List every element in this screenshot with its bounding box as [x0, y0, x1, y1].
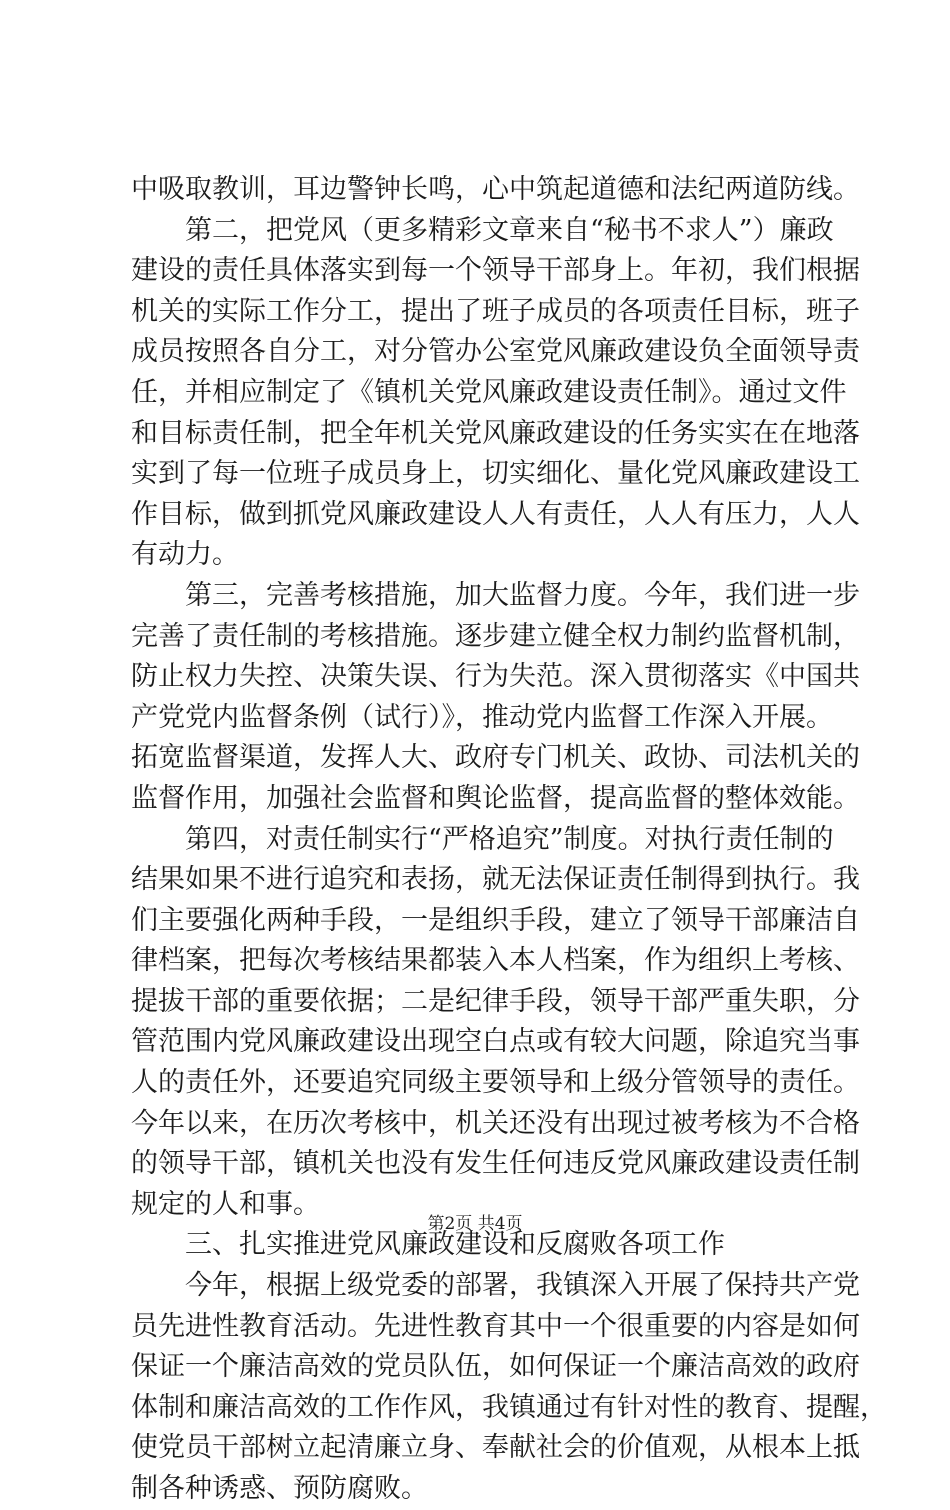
text-line: 防止权力失控、决策失误、行为失范。深入贯彻落实《中国共 [131, 661, 860, 693]
text-line: 第二，把党风（更多精彩文章来自“秘书不求人”）廉政 [185, 214, 834, 246]
text-line: 体制和廉洁高效的工作作风，我镇通过有针对性的教育、提醒， [131, 1391, 887, 1423]
text-line: 中吸取教训，耳边警钟长鸣，心中筑起道德和法纪两道防线。 [131, 174, 860, 205]
text-line: 完善了责任制的考核措施。逐步建立健全权力制约监督机制， [131, 620, 860, 652]
text-line: 第三，完善考核措施，加大监督力度。今年，我们进一步 [185, 579, 860, 611]
text-line: 产党党内监督条例（试行）》，推动党内监督工作深入开展。 [131, 701, 833, 733]
text-line: 三、扎实推进党风廉政建设和反腐败各项工作 [185, 1229, 725, 1261]
text-line: 今年，根据上级党委的部署，我镇深入开展了保持共产党 [185, 1270, 860, 1302]
text-line: 员先进性教育活动。先进性教育其中一个很重要的内容是如何 [131, 1310, 860, 1342]
text-line: 实到了每一位班子成员身上，切实细化、量化党风廉政建设工 [131, 458, 860, 490]
text-line: 有动力。 [131, 539, 239, 571]
text-line: 第四，对责任制实行“严格追究”制度。对执行责任制的 [185, 823, 834, 855]
text-line: 任，并相应制定了《镇机关党风廉政建设责任制》。通过文件 [131, 376, 847, 408]
text-line: 制各种诱惑、预防腐败。 [131, 1473, 428, 1504]
text-line: 管范围内党风廉政建设出现空白点或有较大问题，除追究当事 [131, 1026, 860, 1058]
text-line: 成员按照各自分工，对分管办公室党风廉政建设负全面领导责 [131, 336, 860, 368]
document-body [131, 170, 887, 1510]
page-footer: 第2页 共4页 [427, 1214, 523, 1234]
text-line: 的领导干部，镇机关也没有发生任何违反党风廉政建设责任制 [131, 1148, 860, 1180]
text-line: 机关的实际工作分工，提出了班子成员的各项责任目标，班子 [131, 295, 860, 327]
text-line: 律档案，把每次考核结果都装入本人档案，作为组织上考核、 [131, 945, 860, 977]
text-line: 人的责任外，还要追究同级主要领导和上级分管领导的责任。 [131, 1067, 860, 1099]
text-line: 今年以来，在历次考核中，机关还没有出现过被考核为不合格 [131, 1107, 860, 1139]
text-line: 使党员干部树立起清廉立身、奉献社会的价值观，从根本上抵 [131, 1432, 860, 1464]
text-line: 监督作用，加强社会监督和舆论监督，提高监督的整体效能。 [131, 782, 860, 814]
text-line: 和目标责任制，把全年机关党风廉政建设的任务实实在在地落 [131, 417, 860, 449]
text-line: 提拔干部的重要依据；二是纪律手段，领导干部严重失职，分 [131, 985, 860, 1017]
text-line: 结果如果不进行追究和表扬，就无法保证责任制得到执行。我 [131, 864, 860, 896]
text-line: 们主要强化两种手段，一是组织手段，建立了领导干部廉洁自 [131, 904, 860, 936]
text-line: 拓宽监督渠道，发挥人大、政府专门机关、政协、司法机关的 [131, 742, 860, 774]
text-line: 规定的人和事。 [131, 1188, 320, 1220]
text-line: 建设的责任具体落实到每一个领导干部身上。年初，我们根据 [131, 255, 860, 287]
text-line: 作目标，做到抓党风廉政建设人人有责任，人人有压力，人人 [131, 498, 860, 530]
text-line: 保证一个廉洁高效的党员队伍，如何保证一个廉洁高效的政府 [131, 1351, 860, 1383]
